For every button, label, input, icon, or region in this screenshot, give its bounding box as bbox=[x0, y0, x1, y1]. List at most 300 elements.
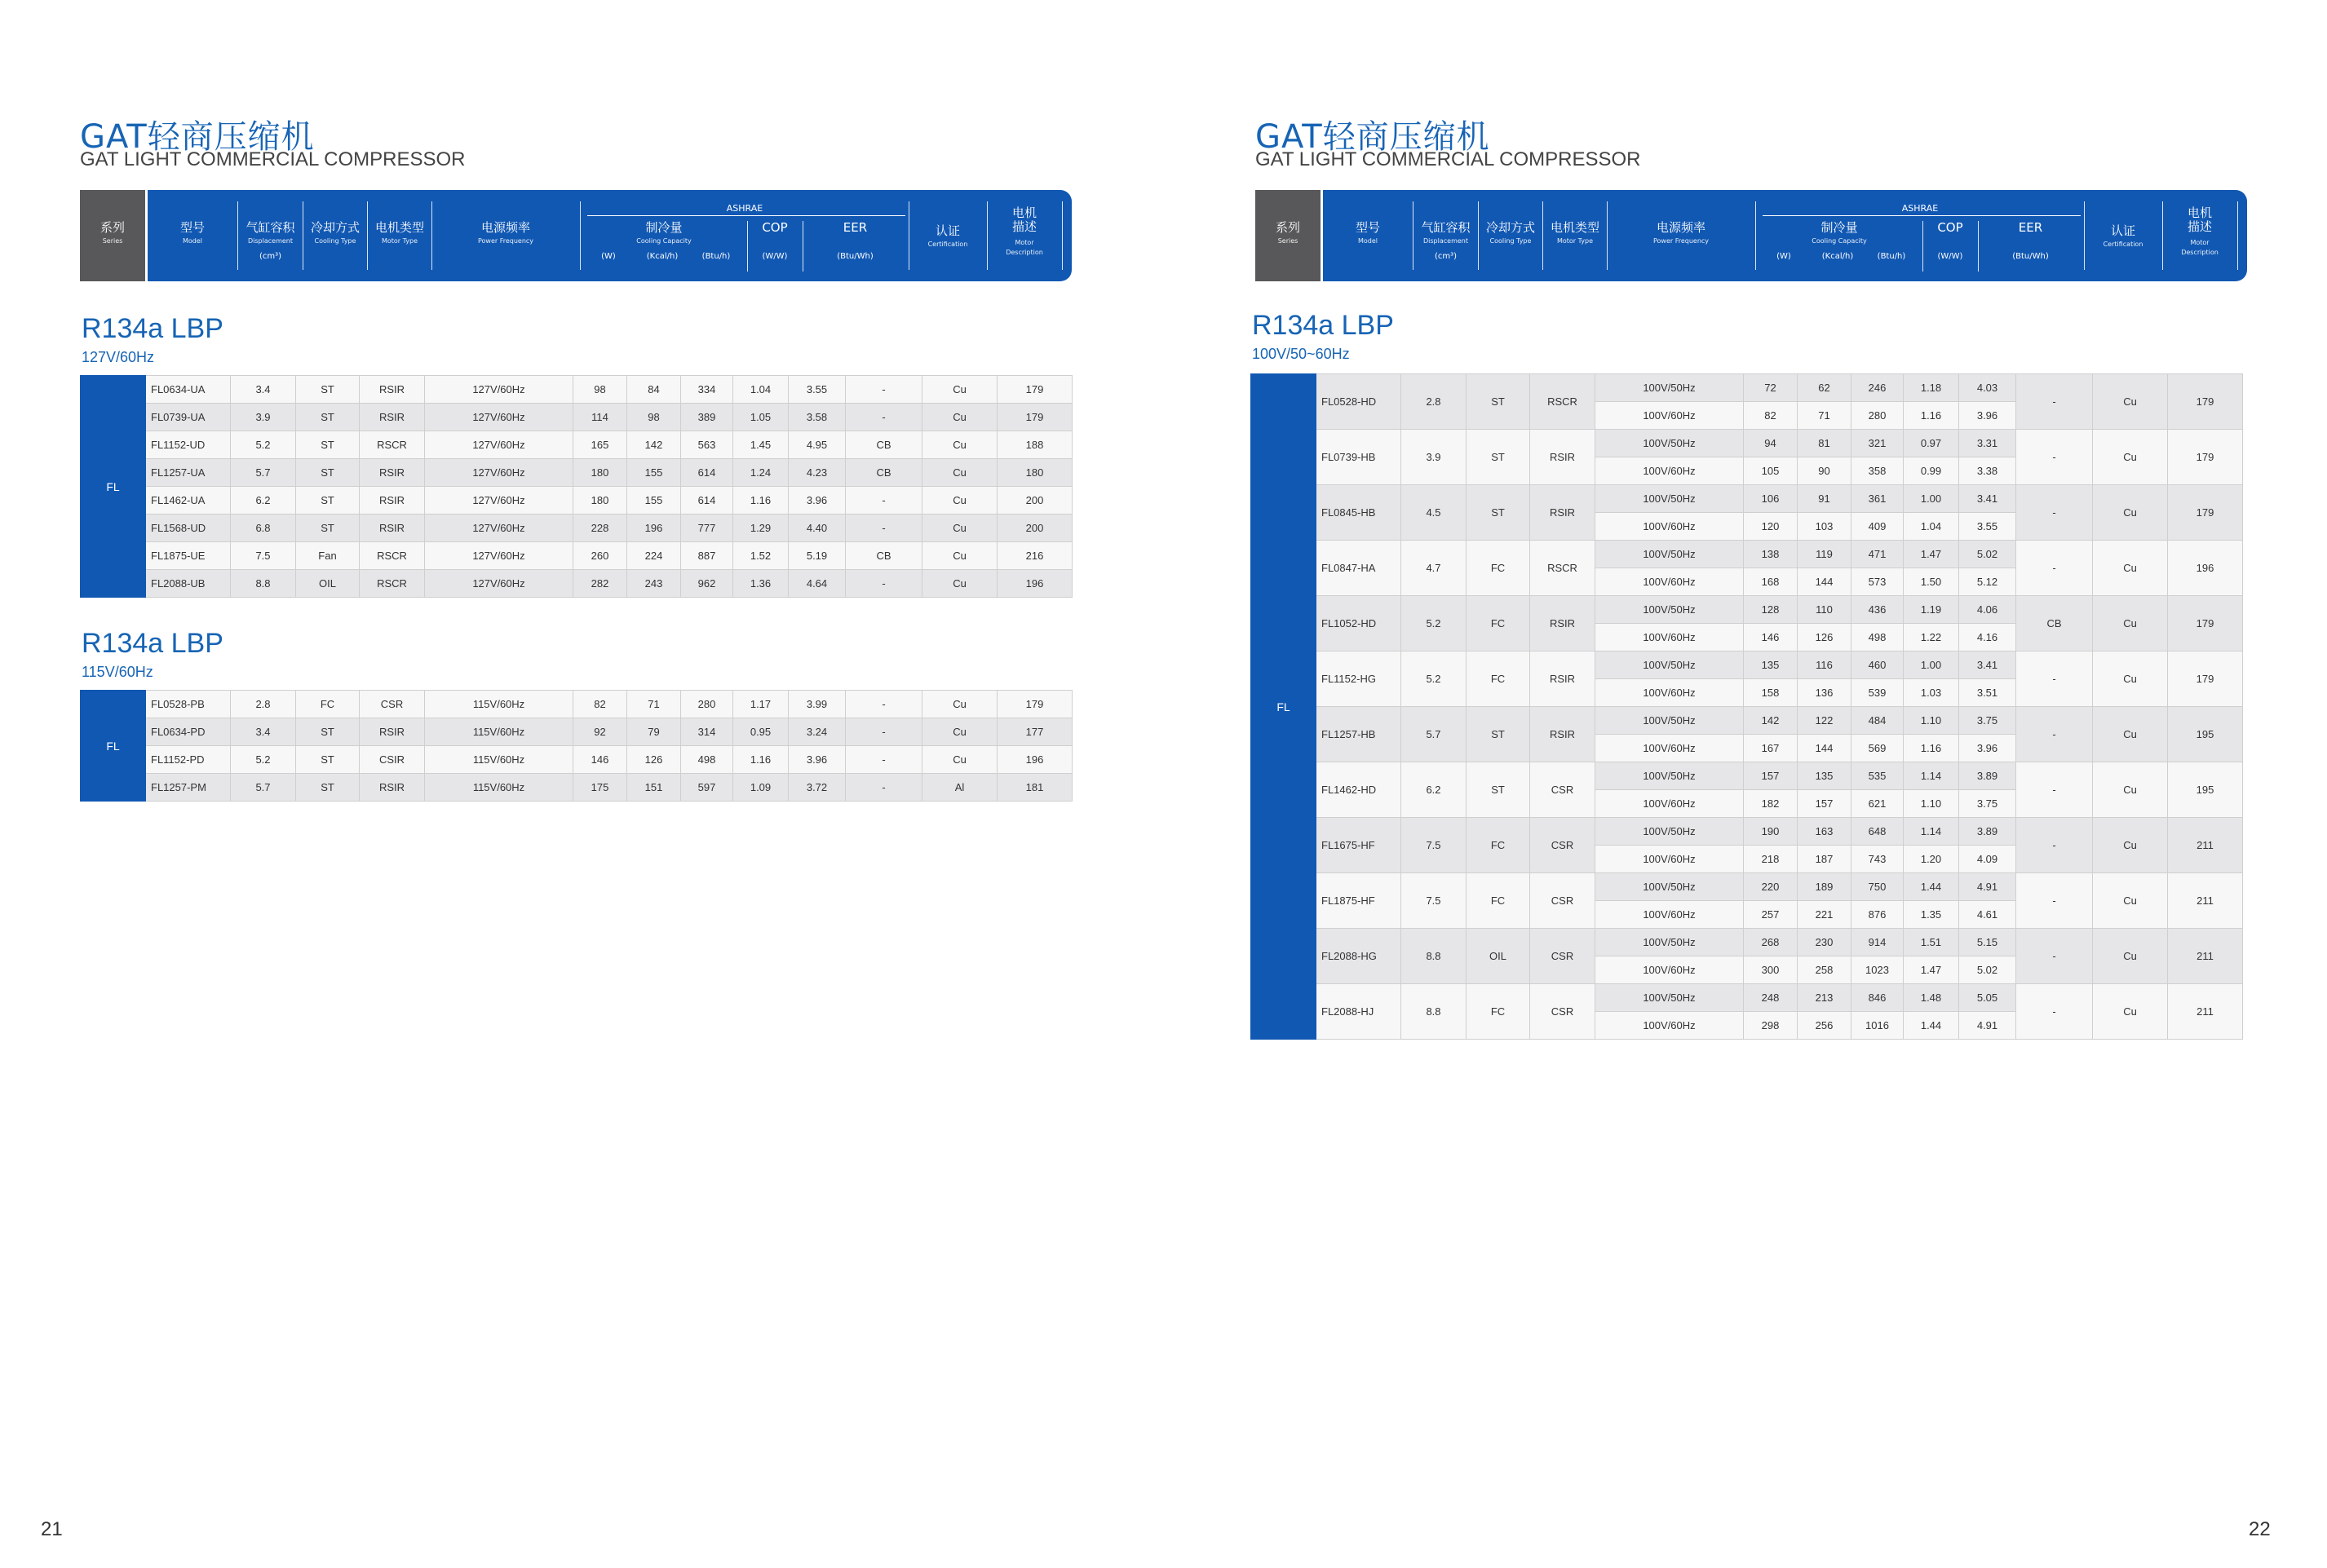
motor-cell: CSR bbox=[1530, 984, 1595, 1040]
motor-desc-cell: Cu bbox=[2093, 430, 2168, 485]
table-cell: 115V/60Hz bbox=[425, 774, 573, 802]
header-motor-desc-cn1: 电机 bbox=[1011, 205, 1037, 220]
table-cell: 498 bbox=[1851, 624, 1904, 651]
table-cell: 1.16 bbox=[733, 487, 789, 515]
table-cell: 138 bbox=[1744, 541, 1798, 568]
table-header-bar bbox=[80, 190, 1128, 281]
table-cell: ST bbox=[296, 774, 360, 802]
table-cell: 126 bbox=[1798, 624, 1851, 651]
header-motor-desc-cn2: 描述 bbox=[2187, 219, 2212, 234]
table-cell: 962 bbox=[681, 570, 733, 598]
table-cell: 314 bbox=[681, 718, 733, 746]
table-cell: RSIR bbox=[360, 487, 425, 515]
displacement-cell: 8.8 bbox=[1401, 929, 1467, 984]
header-model-cn: 型号 bbox=[179, 220, 205, 235]
table-cell: 1.05 bbox=[733, 404, 789, 431]
power-cell: 100V/50Hz bbox=[1595, 485, 1744, 513]
displacement-cell: 5.2 bbox=[1401, 596, 1467, 651]
table-cell: 3.96 bbox=[1959, 402, 2016, 430]
displacement-cell: 2.8 bbox=[1401, 374, 1467, 430]
table-cell: 3.55 bbox=[1959, 513, 2016, 541]
table-cell: RSIR bbox=[360, 718, 425, 746]
table-cell: 136 bbox=[1798, 679, 1851, 707]
header-cert-en: Certification bbox=[927, 241, 968, 248]
table-row bbox=[1251, 818, 2243, 846]
power-cell: 100V/50Hz bbox=[1595, 929, 1744, 956]
header-unit-btuwh: (Btu/Wh) bbox=[837, 252, 874, 261]
model-cell: FL2088-HG bbox=[1316, 929, 1401, 984]
header-power-cn: 电源频率 bbox=[480, 220, 530, 235]
table-cell: 5.02 bbox=[1959, 541, 2016, 568]
motor-desc-cell: Cu bbox=[2093, 707, 2168, 762]
displacement-cell: 7.5 bbox=[1401, 873, 1467, 929]
table-cell: 82 bbox=[1744, 402, 1798, 430]
certification-cell: - bbox=[2016, 818, 2093, 873]
table-row bbox=[81, 746, 1073, 774]
model-cell: FL1052-HD bbox=[1316, 596, 1401, 651]
spec-table-115v bbox=[80, 690, 1073, 802]
table-cell: 127V/60Hz bbox=[425, 431, 573, 459]
table-cell: RSIR bbox=[360, 376, 425, 404]
shell-height-cell: 196 bbox=[2168, 541, 2243, 596]
header-displacement-unit: (cm³) bbox=[259, 252, 282, 261]
table-cell: 460 bbox=[1851, 651, 1904, 679]
cooling-cell: ST bbox=[1467, 374, 1530, 430]
table-cell: 280 bbox=[1851, 402, 1904, 430]
motor-cell: RSCR bbox=[1530, 374, 1595, 430]
header-motor-cn: 电机类型 bbox=[1550, 220, 1599, 235]
power-cell: 100V/50Hz bbox=[1595, 596, 1744, 624]
table-row bbox=[1251, 374, 2243, 402]
table-cell: 4.06 bbox=[1959, 596, 2016, 624]
table-row bbox=[81, 459, 1073, 487]
table-cell: 127V/60Hz bbox=[425, 459, 573, 487]
table-cell: 5.2 bbox=[231, 431, 296, 459]
series-cell: FL bbox=[81, 376, 146, 598]
table-cell: 220 bbox=[1744, 873, 1798, 901]
table-cell: 228 bbox=[573, 515, 627, 542]
model-cell: FL1152-HG bbox=[1316, 651, 1401, 707]
header-model-en: Model bbox=[1357, 237, 1378, 245]
table-cell: 535 bbox=[1851, 762, 1904, 790]
power-cell: 100V/60Hz bbox=[1595, 568, 1744, 596]
certification-cell: - bbox=[2016, 762, 2093, 818]
header-motor-en: Motor Type bbox=[1556, 237, 1594, 245]
header-power-cn: 电源频率 bbox=[1656, 220, 1705, 235]
cooling-cell: FC bbox=[1467, 596, 1530, 651]
table-cell: 94 bbox=[1744, 430, 1798, 457]
certification-cell: - bbox=[2016, 485, 2093, 541]
table-cell: 1.16 bbox=[1904, 402, 1959, 430]
header-cop: COP bbox=[762, 220, 788, 235]
table-cell: RSCR bbox=[360, 570, 425, 598]
table-cell: 1.47 bbox=[1904, 541, 1959, 568]
model-cell: FL0739-UA bbox=[146, 404, 231, 431]
table-cell: Cu bbox=[922, 459, 998, 487]
table-cell: 62 bbox=[1798, 374, 1851, 402]
table-cell: 196 bbox=[998, 570, 1073, 598]
certification-cell: - bbox=[2016, 651, 2093, 707]
table-cell: Cu bbox=[922, 376, 998, 404]
displacement-cell: 5.7 bbox=[1401, 707, 1467, 762]
table-cell: ST bbox=[296, 459, 360, 487]
table-cell: 0.99 bbox=[1904, 457, 1959, 485]
table-cell: 471 bbox=[1851, 541, 1904, 568]
model-cell: FL1152-PD bbox=[146, 746, 231, 774]
table-cell: 5.7 bbox=[231, 774, 296, 802]
cooling-cell: ST bbox=[1467, 430, 1530, 485]
section-title: R134a LBP bbox=[82, 313, 223, 344]
table-cell: 282 bbox=[573, 570, 627, 598]
table-cell: CSR bbox=[360, 691, 425, 718]
power-cell: 100V/50Hz bbox=[1595, 762, 1744, 790]
series-cell: FL bbox=[81, 691, 146, 802]
header-eer: EER bbox=[843, 220, 868, 235]
table-cell: 127V/60Hz bbox=[425, 542, 573, 570]
table-cell: 84 bbox=[627, 376, 681, 404]
table-cell: 914 bbox=[1851, 929, 1904, 956]
table-cell: 218 bbox=[1744, 846, 1798, 873]
table-cell: 98 bbox=[627, 404, 681, 431]
page-right bbox=[1156, 0, 2312, 1568]
table-cell: 163 bbox=[1798, 818, 1851, 846]
table-cell: 128 bbox=[1744, 596, 1798, 624]
header-shell-cn1: 壳体 bbox=[1095, 205, 1120, 220]
table-cell: 4.09 bbox=[1959, 846, 2016, 873]
header-series-cell bbox=[1255, 190, 1321, 281]
motor-desc-cell: Cu bbox=[2093, 873, 2168, 929]
table-cell: 157 bbox=[1744, 762, 1798, 790]
table-header-bar bbox=[1255, 190, 2303, 281]
table-cell: 167 bbox=[1744, 735, 1798, 762]
table-cell: Cu bbox=[922, 542, 998, 570]
table-cell: 298 bbox=[1744, 1012, 1798, 1040]
section-subtitle: 127V/60Hz bbox=[82, 349, 155, 365]
cooling-cell: FC bbox=[1467, 651, 1530, 707]
table-cell: 1.03 bbox=[1904, 679, 1959, 707]
table-cell: 1.16 bbox=[1904, 735, 1959, 762]
table-cell: 5.02 bbox=[1959, 956, 2016, 984]
table-cell: 573 bbox=[1851, 568, 1904, 596]
table-cell: ST bbox=[296, 718, 360, 746]
table-cell: 200 bbox=[998, 515, 1073, 542]
table-cell: 135 bbox=[1744, 651, 1798, 679]
cooling-cell: ST bbox=[1467, 707, 1530, 762]
spec-table-100v bbox=[1250, 373, 2243, 1040]
table-cell: 142 bbox=[627, 431, 681, 459]
header-cooling-en: Cooling Type bbox=[1489, 237, 1532, 245]
table-cell: 1.44 bbox=[1904, 873, 1959, 901]
table-cell: 1.36 bbox=[733, 570, 789, 598]
table-row bbox=[1251, 873, 2243, 901]
header-series-en: Series bbox=[102, 237, 123, 245]
table-cell: Cu bbox=[922, 487, 998, 515]
power-cell: 100V/60Hz bbox=[1595, 402, 1744, 430]
power-cell: 100V/50Hz bbox=[1595, 651, 1744, 679]
shell-height-cell: 179 bbox=[2168, 374, 2243, 430]
shell-height-cell: 195 bbox=[2168, 707, 2243, 762]
table-cell: 196 bbox=[998, 746, 1073, 774]
header-motor-desc-en1: Motor bbox=[2190, 239, 2210, 246]
table-cell: Cu bbox=[922, 570, 998, 598]
table-cell: 539 bbox=[1851, 679, 1904, 707]
table-cell: 115V/60Hz bbox=[425, 691, 573, 718]
table-cell: 256 bbox=[1798, 1012, 1851, 1040]
table-cell: 110 bbox=[1798, 596, 1851, 624]
header-ashrae: ASHRAE bbox=[726, 203, 763, 214]
model-cell: FL0528-HD bbox=[1316, 374, 1401, 430]
table-cell: 120 bbox=[1744, 513, 1798, 541]
table-cell: 3.96 bbox=[1959, 735, 2016, 762]
motor-desc-cell: Cu bbox=[2093, 596, 2168, 651]
shell-height-cell: 211 bbox=[2168, 873, 2243, 929]
table-cell: 155 bbox=[627, 487, 681, 515]
table-cell: 280 bbox=[681, 691, 733, 718]
motor-desc-cell: Cu bbox=[2093, 929, 2168, 984]
table-cell: 3.89 bbox=[1959, 818, 2016, 846]
header-model-cn: 型号 bbox=[1355, 220, 1380, 235]
motor-cell: CSR bbox=[1530, 929, 1595, 984]
table-cell: 1.29 bbox=[733, 515, 789, 542]
table-cell: 127V/60Hz bbox=[425, 376, 573, 404]
table-cell: - bbox=[846, 404, 922, 431]
header-eer: EER bbox=[2018, 220, 2043, 235]
table-cell: 3.96 bbox=[789, 746, 846, 774]
table-cell: 614 bbox=[681, 487, 733, 515]
table-cell: - bbox=[846, 570, 922, 598]
table-cell: 179 bbox=[998, 691, 1073, 718]
table-cell: 321 bbox=[1851, 430, 1904, 457]
table-cell: 114 bbox=[573, 404, 627, 431]
certification-cell: - bbox=[2016, 873, 2093, 929]
motor-cell: RSCR bbox=[1530, 541, 1595, 596]
table-cell: 3.41 bbox=[1959, 651, 2016, 679]
table-cell: 119 bbox=[1798, 541, 1851, 568]
table-cell: 144 bbox=[1798, 735, 1851, 762]
table-cell: 1.14 bbox=[1904, 818, 1959, 846]
motor-cell: CSR bbox=[1530, 818, 1595, 873]
cooling-cell: ST bbox=[1467, 485, 1530, 541]
table-cell: 127V/60Hz bbox=[425, 404, 573, 431]
header-capacity-cn: 制冷量 bbox=[1820, 220, 1858, 235]
model-cell: FL1875-HF bbox=[1316, 873, 1401, 929]
header-displacement-cn: 气缸容积 bbox=[246, 220, 295, 235]
table-cell: 127V/60Hz bbox=[425, 515, 573, 542]
header-cop: COP bbox=[1937, 220, 1963, 235]
motor-cell: RSIR bbox=[1530, 596, 1595, 651]
motor-desc-cell: Cu bbox=[2093, 651, 2168, 707]
displacement-cell: 5.2 bbox=[1401, 651, 1467, 707]
table-cell: 614 bbox=[681, 459, 733, 487]
table-cell: 213 bbox=[1798, 984, 1851, 1012]
model-cell: FL0634-PD bbox=[146, 718, 231, 746]
table-row bbox=[81, 718, 1073, 746]
header-unit-ww: (W/W) bbox=[1937, 252, 1963, 261]
section-title: R134a LBP bbox=[1252, 310, 1394, 341]
table-cell: 3.96 bbox=[789, 487, 846, 515]
model-cell: FL1675-HF bbox=[1316, 818, 1401, 873]
motor-cell: RSIR bbox=[1530, 485, 1595, 541]
table-cell: 1.14 bbox=[1904, 762, 1959, 790]
table-cell: 246 bbox=[1851, 374, 1904, 402]
table-cell: RSCR bbox=[360, 431, 425, 459]
table-cell: 126 bbox=[627, 746, 681, 774]
model-cell: FL1568-UD bbox=[146, 515, 231, 542]
table-cell: 135 bbox=[1798, 762, 1851, 790]
table-cell: 8.8 bbox=[231, 570, 296, 598]
table-cell: 5.19 bbox=[789, 542, 846, 570]
table-cell: Cu bbox=[922, 691, 998, 718]
table-cell: 1.17 bbox=[733, 691, 789, 718]
table-cell: 750 bbox=[1851, 873, 1904, 901]
header-cooling-en: Cooling Type bbox=[314, 237, 356, 245]
header-model-en: Model bbox=[182, 237, 203, 245]
shell-height-cell: 179 bbox=[2168, 651, 2243, 707]
model-cell: FL2088-HJ bbox=[1316, 984, 1401, 1040]
table-cell: 4.61 bbox=[1959, 901, 2016, 929]
table-cell: 116 bbox=[1798, 651, 1851, 679]
header-unit-btu: (Btu/h) bbox=[701, 252, 731, 261]
motor-cell: RSIR bbox=[1530, 707, 1595, 762]
table-cell: 4.23 bbox=[789, 459, 846, 487]
table-cell: 106 bbox=[1744, 485, 1798, 513]
model-cell: FL2088-UB bbox=[146, 570, 231, 598]
table-cell: 224 bbox=[627, 542, 681, 570]
table-cell: 2.8 bbox=[231, 691, 296, 718]
table-cell: 268 bbox=[1744, 929, 1798, 956]
table-cell: 180 bbox=[573, 487, 627, 515]
table-cell: 1.10 bbox=[1904, 707, 1959, 735]
table-cell: - bbox=[846, 691, 922, 718]
table-row bbox=[81, 487, 1073, 515]
table-cell: - bbox=[846, 746, 922, 774]
table-cell: CB bbox=[846, 542, 922, 570]
table-cell: 436 bbox=[1851, 596, 1904, 624]
table-cell: 4.16 bbox=[1959, 624, 2016, 651]
page-title-en: GAT LIGHT COMMERCIAL COMPRESSOR bbox=[1255, 148, 1641, 170]
table-cell: 4.91 bbox=[1959, 873, 2016, 901]
table-cell: 3.4 bbox=[231, 376, 296, 404]
power-cell: 100V/60Hz bbox=[1595, 457, 1744, 485]
page-title-en: GAT LIGHT COMMERCIAL COMPRESSOR bbox=[80, 148, 466, 170]
table-cell: 196 bbox=[627, 515, 681, 542]
table-cell: 72 bbox=[1744, 374, 1798, 402]
motor-desc-cell: Cu bbox=[2093, 485, 2168, 541]
table-cell: Cu bbox=[922, 515, 998, 542]
header-capacity-en: Cooling Capacity bbox=[1812, 237, 1867, 245]
table-cell: 4.91 bbox=[1959, 1012, 2016, 1040]
table-cell: 248 bbox=[1744, 984, 1798, 1012]
table-cell: 165 bbox=[573, 431, 627, 459]
certification-cell: - bbox=[2016, 984, 2093, 1040]
header-motor-desc-cn2: 描述 bbox=[1011, 219, 1037, 234]
power-cell: 100V/50Hz bbox=[1595, 707, 1744, 735]
cooling-cell: OIL bbox=[1467, 929, 1530, 984]
table-cell: Cu bbox=[922, 718, 998, 746]
header-cert-cn: 认证 bbox=[935, 223, 960, 238]
header-shell-unit: (mm) bbox=[2272, 252, 2294, 261]
table-cell: 3.51 bbox=[1959, 679, 2016, 707]
header-shell-cn1: 壳体 bbox=[2270, 205, 2295, 220]
model-cell: FL1462-HD bbox=[1316, 762, 1401, 818]
certification-cell: - bbox=[2016, 374, 2093, 430]
table-cell: 569 bbox=[1851, 735, 1904, 762]
table-cell: 876 bbox=[1851, 901, 1904, 929]
table-cell: 1.51 bbox=[1904, 929, 1959, 956]
model-cell: FL0847-HA bbox=[1316, 541, 1401, 596]
table-cell: 71 bbox=[627, 691, 681, 718]
page-number: 22 bbox=[2249, 1518, 2271, 1540]
model-cell: FL1257-HB bbox=[1316, 707, 1401, 762]
model-cell: FL0528-PB bbox=[146, 691, 231, 718]
table-cell: 179 bbox=[998, 404, 1073, 431]
motor-desc-cell: Cu bbox=[2093, 762, 2168, 818]
cooling-cell: ST bbox=[1467, 762, 1530, 818]
displacement-cell: 8.8 bbox=[1401, 984, 1467, 1040]
power-cell: 100V/50Hz bbox=[1595, 984, 1744, 1012]
table-row bbox=[81, 542, 1073, 570]
table-cell: 4.95 bbox=[789, 431, 846, 459]
table-cell: 189 bbox=[1798, 873, 1851, 901]
table-cell: 5.7 bbox=[231, 459, 296, 487]
page-number: 21 bbox=[41, 1518, 63, 1540]
table-cell: 1.00 bbox=[1904, 485, 1959, 513]
motor-desc-cell: Cu bbox=[2093, 984, 2168, 1040]
header-motor-desc-en1: Motor bbox=[1015, 239, 1034, 246]
header-cooling-cn: 冷却方式 bbox=[1485, 220, 1535, 235]
table-row bbox=[1251, 541, 2243, 568]
header-shell-cn2: 高度 bbox=[2270, 219, 2295, 234]
table-cell: 5.15 bbox=[1959, 929, 2016, 956]
motor-cell: CSR bbox=[1530, 873, 1595, 929]
header-displacement-en: Displacement bbox=[1423, 237, 1468, 245]
header-motor-desc-en2: Description bbox=[1006, 249, 1043, 256]
table-cell: 389 bbox=[681, 404, 733, 431]
table-row bbox=[1251, 929, 2243, 956]
table-cell: CB bbox=[846, 459, 922, 487]
model-cell: FL1152-UD bbox=[146, 431, 231, 459]
table-cell: 146 bbox=[573, 746, 627, 774]
motor-desc-cell: Cu bbox=[2093, 818, 2168, 873]
table-cell: 90 bbox=[1798, 457, 1851, 485]
model-cell: FL1875-UE bbox=[146, 542, 231, 570]
table-cell: 182 bbox=[1744, 790, 1798, 818]
section-title: R134a LBP bbox=[82, 628, 223, 659]
table-cell: ST bbox=[296, 515, 360, 542]
table-cell: 151 bbox=[627, 774, 681, 802]
table-cell: 6.2 bbox=[231, 487, 296, 515]
header-unit-w: (W) bbox=[601, 252, 616, 261]
table-row bbox=[1251, 707, 2243, 735]
table-cell: 4.64 bbox=[789, 570, 846, 598]
table-cell: - bbox=[846, 376, 922, 404]
table-cell: 1.50 bbox=[1904, 568, 1959, 596]
table-cell: 92 bbox=[573, 718, 627, 746]
header-displacement-en: Displacement bbox=[248, 237, 293, 245]
header-series-cell bbox=[80, 190, 145, 281]
table-cell: 243 bbox=[627, 570, 681, 598]
table-cell: 1.47 bbox=[1904, 956, 1959, 984]
page-title-cn: GAT轻商压缩机 bbox=[1255, 118, 1490, 156]
certification-cell: - bbox=[2016, 707, 2093, 762]
table-cell: 142 bbox=[1744, 707, 1798, 735]
power-cell: 100V/50Hz bbox=[1595, 374, 1744, 402]
table-cell: 563 bbox=[681, 431, 733, 459]
table-cell: 300 bbox=[1744, 956, 1798, 984]
table-cell: 5.12 bbox=[1959, 568, 2016, 596]
table-cell: 1.35 bbox=[1904, 901, 1959, 929]
table-cell: 484 bbox=[1851, 707, 1904, 735]
